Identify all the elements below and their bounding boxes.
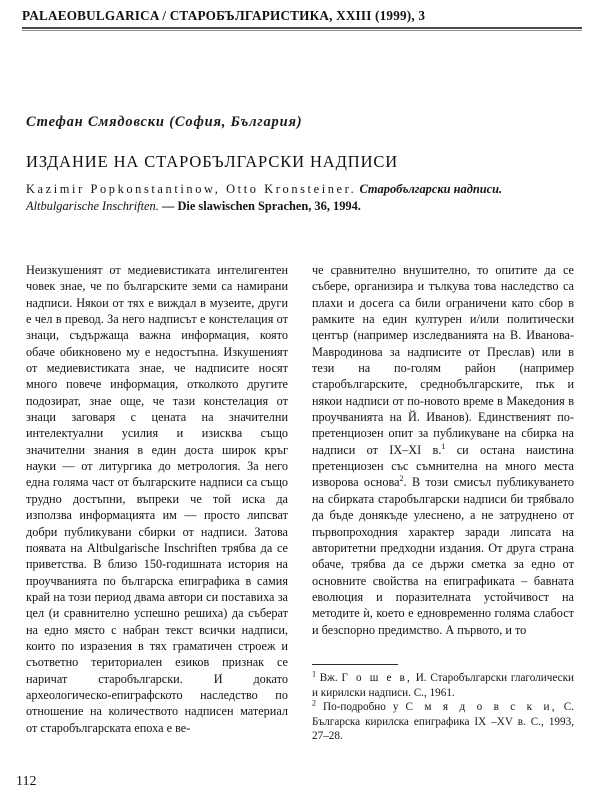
footnote-marker-1[interactable]: 1 [441,441,446,451]
page-number: 112 [16,774,37,789]
reference-authors: Kazimir Popkonstantinow, Otto Kronsteiner. [26,182,357,196]
reference-imprint: — Die slawischen Sprachen, 36, 1994. [161,199,361,214]
footnote-separator-rule [312,664,398,665]
reference-title-latin: Altbulgarische Inschriften. [26,199,159,214]
footnote-text: И. Старобългарски глаголически и кирилски надписи. С., 1961. [312,672,574,699]
reference-title-cyrillic: Старобългарски надписи. [359,182,503,196]
header-rule-thin [22,30,582,31]
right-column [312,262,574,762]
footnote-prefix: Вж. [319,672,338,685]
footnote-item [312,671,574,700]
footnote-marker-2[interactable]: 2 [399,474,404,484]
footnotes-block [312,664,574,744]
footnote-number: 1 [312,669,316,679]
footnote-number: 2 [312,698,316,708]
header-rule [22,27,582,29]
footnote-prefix: По-подробно у [323,701,399,714]
paragraph [312,262,574,638]
author-byline: Стефан Смядовски (София, България) [26,114,303,130]
reviewed-book-reference [26,181,574,215]
left-column [26,262,288,762]
paragraph-part: че сравнително внушително, то опитите да се събере, организира и тълкува това наследство са плахи и досега са били ограничени като сбор в рамките на един културен и/или политически център (например изследванията на В. Иванова-Мавродинова за надписите от Преслав) или в тези на по-голям район (например старобългарските, среднобългарските, пък и някои надписи от по-новото време в Македония в проучванията на Й. Иванов). Единственият по-претенциозен опит за публикуване на сбирка на надписи от IX–XI в. [312,263,574,457]
article-title: ИЗДАНИЕ НА СТАРОБЪЛГАРСКИ НАДПИСИ [26,152,399,171]
paragraph-part: . В този смисъл публикуването на сбирката старобългарски надписи би трябвало да бъде донякъде улеснено, а не затруднено от първопроходния характер заради липсата на авторитетни предходни издания. От друга страна обаче, трябва да се държи сметка за едно от основните свойства на епиграфиката – бавната еволюция и поразителната устойчивост на методите ѝ, което е едновременно голяма слабост и безспорно предимство. А първото, и то [312,475,574,637]
running-head [22,8,582,31]
footnote-text: С. Българска кирилска епиграфика IX –XV в. С., 1993, 27–28. [312,701,575,743]
paragraph-part: си остана наистина претенциозен със съмнителна на много места изворова основа [312,442,574,490]
body-columns [26,262,574,762]
footnote-author: Г о ш е в, [341,672,413,685]
footnote-item [312,700,574,744]
footnote-author: С м я д о в с к и, [405,701,557,714]
paragraph: Неизкушеният от медиевистиката интелигентен човек знае, че по българските земи са намирани надписи. Някои от тях е виждал в музеите, други е чел в превод. За него надписът е констелация от знаци, съдържаща важна информация, която обаче обикновено му е недостъпна. Изкушеният от медиевистиката знае, че надписите носят много повече информация, отколкото другите подозират, знае още, че тази констелация от знаци заговаря с цената на значителни интелектуални усилия и изисква също значителни знания в един доста широк кръг науки — от литургика до метрология. За него една голяма част от българските надписи са също трудно достъпни, въпреки че той иска да използва информацията им — просто липсват добри публикувани сбирки от надписи. Затова появата на Altbulgarische Inschriften трябва да се приветства. В близо 150-годишната история на проучванията по българска епиграфика в самия край на този период двама автори си поставиха за цел (и сравнително успешно решиха) да съберат на едно място с набран текст всички надписи, които по изразения в тях граматичен строеж и съответно териториален езиков признак се наричат старобългарски. И докато археологическо-епиграфското наследство по отношение на количеството надписен материал от старобългарската епоха е ве- [26,263,288,735]
running-head-text: PALAEOBULGARICA / СТАРОБЪЛГАРИСТИКА, XXIII (1999), 3 [22,8,426,23]
